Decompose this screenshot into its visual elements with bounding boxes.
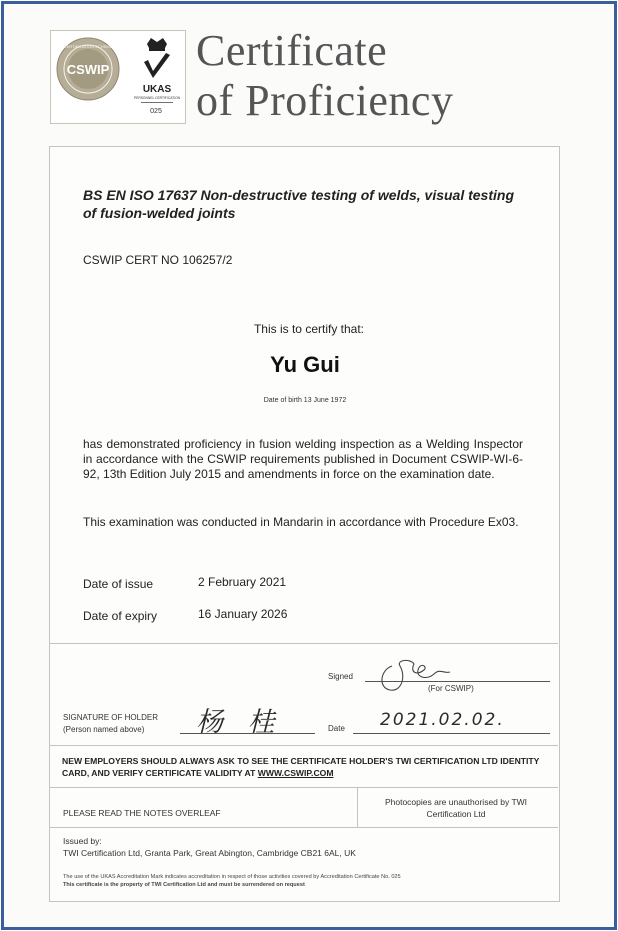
issued-by-label: Issued by:	[63, 836, 102, 846]
expiry-date-label: Date of expiry	[83, 609, 158, 623]
holder-signature-label: SIGNATURE OF HOLDER	[63, 713, 158, 722]
issuer-address: TWI Certification Ltd, Granta Park, Great Abington, Cambridge CB21 6AL, UK	[63, 848, 356, 858]
property-note: This certificate is the property of TWI Certification Ltd and must be surrendered on request	[63, 882, 305, 888]
ukas-text: UKAS	[142, 84, 172, 95]
page-title	[196, 26, 453, 126]
notice-text: NEW EMPLOYERS SHOULD ALWAYS ASK TO SEE THE CERTIFICATE HOLDER'S TWI CERTIFICATION LTD IDENTITY CARD, AND VERIFY CERTIFICATE VALIDITY AT	[62, 756, 540, 778]
divider	[50, 827, 558, 828]
read-notes-text: PLEASE READ THE NOTES OVERLEAF	[63, 808, 221, 818]
ukas-accreditation-note: The use of the UKAS Accreditation Mark indicates accreditation in respect of those activities covered by Accreditation Certificate No. 025	[63, 874, 401, 880]
title-line-1: Certificate	[196, 26, 388, 75]
date-line	[353, 733, 550, 734]
expiry-date-value: 16 January 2026	[198, 607, 288, 621]
standard-title: BS EN ISO 17637 Non-destructive testing of welds, visual testing of fusion-welded joints	[83, 187, 514, 221]
employer-notice	[62, 755, 552, 779]
ukas-number: 025	[150, 108, 162, 115]
divider	[50, 787, 558, 788]
examination-statement: This examination was conducted in Mandarin in accordance with Procedure Ex03.	[83, 515, 519, 529]
seal-text: CSWIP	[66, 62, 110, 77]
cswip-seal-logo	[55, 36, 121, 102]
holder-signature: 杨 桂	[196, 707, 283, 738]
cswip-website-link[interactable]: WWW.CSWIP.COM	[257, 768, 334, 778]
holder-signature-sublabel: (Person named above)	[63, 725, 145, 734]
title-line-2: of Proficiency	[196, 76, 454, 125]
date-of-birth: Date of birth 13 June 1972	[263, 397, 347, 404]
divider	[357, 787, 358, 827]
signature-date: 2021.02.02.	[380, 710, 505, 730]
holder-name: Yu Gui	[270, 352, 340, 377]
cert-number: CSWIP CERT NO 106257/2	[83, 253, 233, 267]
holder-signature-line	[180, 733, 315, 734]
divider	[50, 745, 558, 746]
date-label: Date	[328, 724, 345, 733]
photocopy-notice: Photocopies are unauthorised by TWI Certification Ltd	[384, 797, 528, 819]
issue-date-value: 2 February 2021	[198, 575, 287, 589]
seal-ring-text: CERTIFICATION SCHEME	[63, 44, 113, 49]
ukas-subtext: PERSONNEL CERTIFICATION	[133, 96, 181, 100]
signed-label: Signed	[328, 672, 353, 681]
proficiency-statement: has demonstrated proficiency in fusion welding inspection as a Welding Inspector in accordance with the CSWIP requirements published in Document CSWIP-WI-6-92, 13th Edition July 2015 and amendments in force on the examination date.	[83, 437, 523, 481]
for-cswip-label: (For CSWIP)	[428, 684, 474, 693]
certify-text: This is to certify that:	[253, 322, 365, 336]
issue-date-label: Date of issue	[83, 577, 154, 591]
divider	[50, 643, 558, 644]
